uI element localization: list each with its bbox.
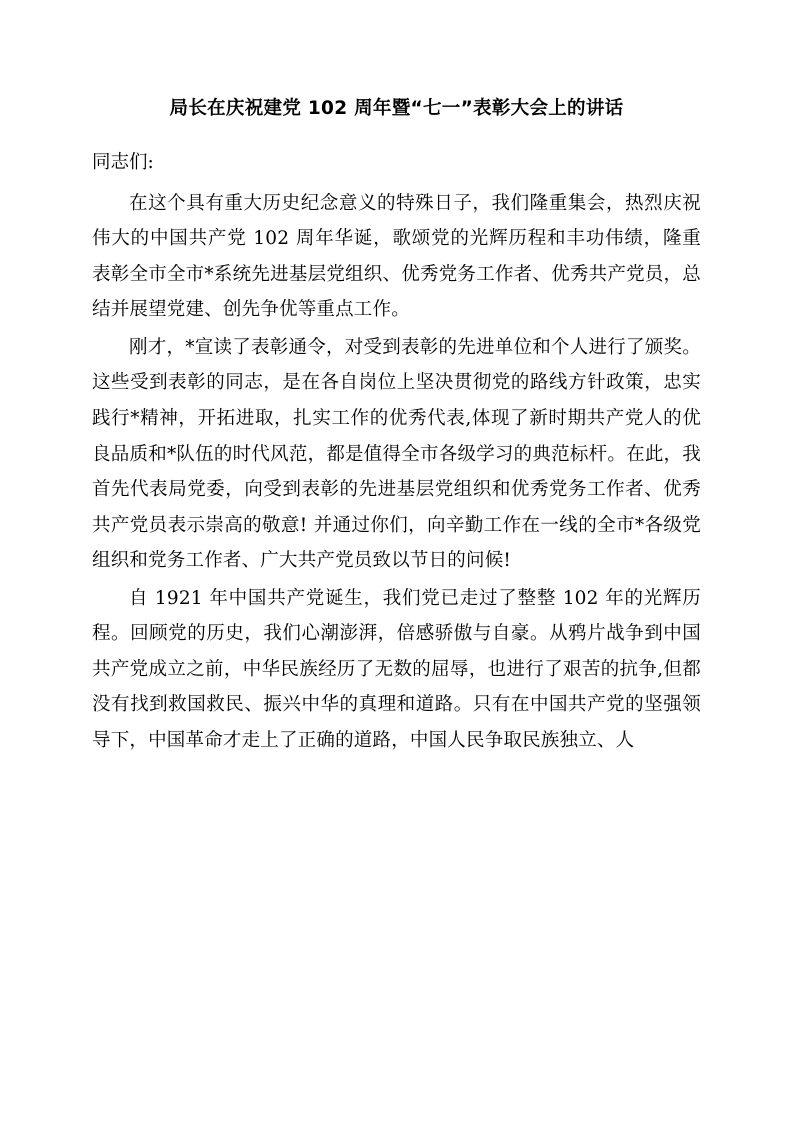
body-paragraph-2: 刚才，*宣读了表彰通令，对受到表彰的先进单位和个人进行了颁奖。这些受到表彰的同志，是在各自岗位上坚决贯彻党的路线方针政策，忠实践行*精神，开拓进取，扎实工作的优秀代表,体现了新时期共产党人的优良品质和*队伍的时代风范，都是值得全市各级学习的典范标杆。在此，我首先代表局党委，向受到表彰的先进基层党组织和优秀党务工作者、优秀共产党员表示崇高的敬意! 并通过你们，向辛勤工作在一线的全市*各级党组织和党务工作者、广大共产党员致以节日的问候! [92, 336, 701, 572]
salutation: 同志们: [92, 151, 154, 173]
page-title: 局长在庆祝建党 102 周年暨“七一”表彰大会上的讲话 [169, 98, 624, 119]
body-paragraph-3: 自 1921 年中国共产党诞生，我们党已走过了整整 102 年的光辉历程。回顾党的历史，我们心潮澎湃，倍感骄傲与自豪。从鸦片战争到中国共产党成立之前，中华民族经历了无数的屈辱，也进行了艰苦的抗争,但都没有找到救国救民、振兴中华的真理和道路。只有在中国共产党的坚强领导下，中国革命才走上了正确的道路，中国人民争取民族独立、人 [92, 587, 701, 751]
body-paragraph-1: 在这个具有重大历史纪念意义的特殊日子，我们隆重集会，热烈庆祝伟大的中国共产党 102 周年华诞，歌颂党的光辉历程和丰功伟绩，隆重表彰全市全市*系统先进基层党组织、优秀党务工作者、优秀共产党员，总结并展望党建、创先争优等重点工作。 [92, 192, 701, 321]
